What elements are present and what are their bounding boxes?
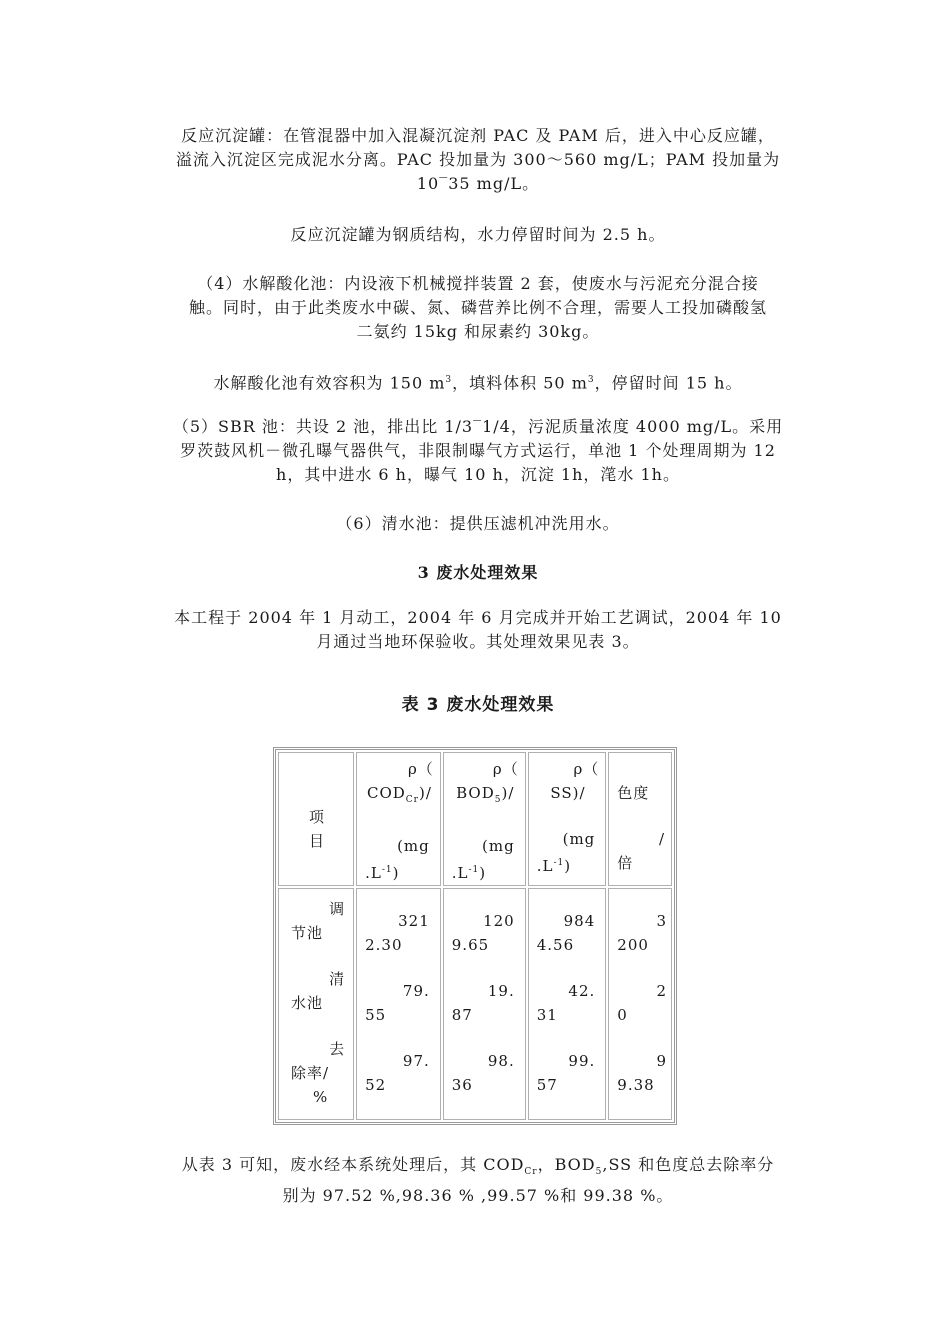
paragraph-conclusion	[148, 1153, 808, 1208]
cell-value: 2	[656, 982, 667, 1000]
header-ss-name: SS)/	[550, 784, 586, 802]
text-line: 本工程于 2004 年 1 月动工，2004 年 6 月完成并开始工艺调试，2004 年 10	[174, 608, 782, 627]
row-label-text: 节池	[291, 924, 324, 942]
row-labels	[278, 888, 354, 1120]
table-body-row	[278, 888, 672, 1120]
cell-value: 984	[563, 912, 596, 930]
cell-value: 31	[536, 1006, 558, 1024]
cell-value: 98.	[487, 1052, 515, 1070]
header-cod	[356, 752, 441, 886]
cell-value: 200	[617, 936, 649, 954]
table-title: 表 3 废水处理效果	[401, 695, 555, 715]
cell-value: 321	[398, 912, 430, 930]
paragraph-project-timeline	[148, 606, 808, 654]
header-color-text: 色度	[617, 784, 650, 802]
text-line: 二氨约 15kg 和尿素约 30kg。	[356, 322, 600, 341]
header-unit: (mg $.L^{-1}$)	[365, 837, 430, 882]
cell-value: 9.65	[451, 936, 490, 954]
row-label-text: 清	[329, 970, 346, 988]
header-item	[278, 752, 354, 886]
cell-value: 42.	[568, 982, 596, 1000]
cell-value: 79.	[402, 982, 430, 1000]
row-label-text: %	[313, 1088, 329, 1106]
ss-values	[528, 888, 607, 1120]
header-color	[608, 752, 672, 886]
paragraph-tank-structure	[148, 223, 808, 247]
header-rho: ρ（	[492, 760, 519, 778]
text-line: 罗茨鼓风机－微孔曝气器供气，非限制曝气方式运行，单池 1 个处理周期为 12	[180, 441, 776, 460]
cell-value: 3	[656, 912, 667, 930]
text-line: （5）SBR 池：共设 2 池，排出比 1/3‾1/4，污泥质量浓度 4000 mg/L。采用	[172, 417, 784, 436]
cell-value: 0	[617, 1006, 628, 1024]
text-line: （4）水解酸化池：内设液下机械搅拌装置 2 套，使废水与污泥充分混合接	[197, 274, 759, 293]
text-line: 10‾35 mg/L。	[416, 174, 540, 193]
text-line: 反应沉淀罐：在管混器中加入混凝沉淀剂 PAC 及 PAM 后，进入中心反应罐，	[181, 126, 775, 145]
color-values	[608, 888, 672, 1120]
text-line: 从表 3 可知，废水经本系统处理后，其 $COD_{Cr}$，$BOD_5,SS$ 和色度总去除率分	[181, 1155, 775, 1178]
row-label-text: 去	[329, 1040, 346, 1058]
header-unit: (mg $.L^{-1}$)	[451, 837, 515, 882]
text-line: h，其中进水 6 h，曝气 10 h，沉淀 1h，滗水 1h。	[276, 465, 680, 484]
bod-values	[443, 888, 526, 1120]
paragraph-clear-water-tank	[148, 512, 808, 536]
cod-values	[356, 888, 441, 1120]
cell-value: 2.30	[365, 936, 403, 954]
cell-value: 9	[656, 1052, 667, 1070]
cell-value: 4.56	[536, 936, 575, 954]
header-ss	[528, 752, 607, 886]
cell-value: 99.	[568, 1052, 596, 1070]
cell-value: 19.	[487, 982, 515, 1000]
text-line: 溢流入沉淀区完成泥水分离。PAC 投加量为 300～560 mg/L；PAM 投加量为	[175, 150, 781, 169]
cell-value: 9.38	[617, 1076, 655, 1094]
text-line: 月通过当地环保验收。其处理效果见表 3。	[316, 632, 640, 651]
header-rho: ρ（	[407, 760, 434, 778]
results-table	[276, 750, 674, 1122]
cell-value: 120	[483, 912, 515, 930]
section-title: 3 废水处理效果	[417, 563, 539, 582]
cell-value: 52	[365, 1076, 387, 1094]
cell-value: 55	[365, 1006, 387, 1024]
header-rho: ρ（	[573, 760, 600, 778]
paragraph-hydrolysis-volume	[148, 368, 808, 395]
results-table-frame	[273, 747, 677, 1125]
row-label-text: 水池	[291, 994, 324, 1012]
header-bod-name: $BOD_5)/$	[456, 784, 515, 805]
paragraph-sbr-tank	[148, 415, 808, 487]
header-color-text: 倍	[617, 854, 634, 872]
paragraph-hydrolysis-tank	[148, 272, 808, 344]
cell-value: 36	[451, 1076, 473, 1094]
header-bod	[443, 752, 526, 886]
cell-value: 87	[451, 1006, 473, 1024]
text-line: 触。同时，由于此类废水中碳、氮、磷营养比例不合理，需要人工投加磷酸氢	[188, 298, 767, 317]
row-label-text: 调	[329, 900, 346, 918]
header-color-text: /	[658, 830, 665, 848]
table-header-row	[278, 752, 672, 886]
text-line: 反应沉淀罐为钢质结构，水力停留时间为 2.5 h。	[290, 225, 666, 244]
row-label-text: 除率/	[291, 1064, 330, 1082]
text-line: 水解酸化池有效容积为 150 $m^3$，填料体积 50 $m^3$，停留时间 15 h。	[213, 373, 743, 393]
paragraph-reaction-tank	[148, 124, 808, 196]
text-line: （6）清水池：提供压滤机冲洗用水。	[336, 514, 620, 533]
text-line: 别为 97.52 %,98.36 % ,99.57 %和 99.38 %。	[282, 1186, 674, 1206]
header-cod-name: $COD_{Cr})/$	[366, 784, 432, 805]
header-unit: (mg $.L^{-1}$)	[536, 830, 596, 875]
cell-value: 57	[536, 1076, 558, 1094]
header-item-text: 项	[309, 808, 326, 826]
header-item-text: 目	[309, 832, 326, 850]
cell-value: 97.	[402, 1052, 430, 1070]
